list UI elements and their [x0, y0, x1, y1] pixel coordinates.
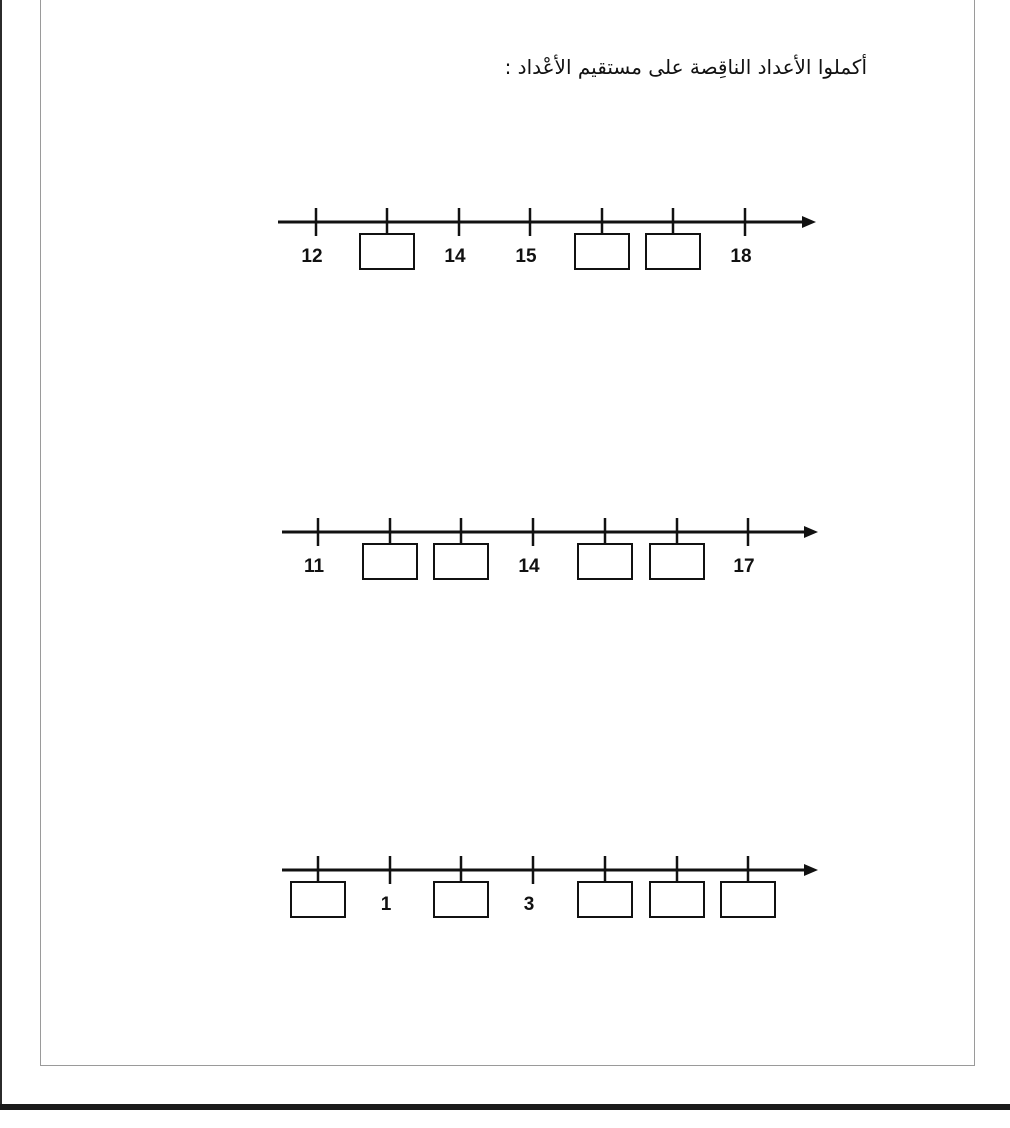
axis-arrow: [804, 526, 818, 538]
axis-arrow: [804, 864, 818, 876]
answer-box[interactable]: [650, 882, 704, 917]
answer-box[interactable]: [360, 234, 414, 269]
number-line-3: [0, 828, 1010, 1128]
answer-box[interactable]: [434, 544, 488, 579]
answer-box[interactable]: [578, 882, 632, 917]
instruction-text: أكملوا الأعداد الناقِصة على مستقيم الأعْداد :: [504, 55, 867, 79]
tick-label: 14: [444, 246, 466, 267]
number-line-1: [0, 180, 1010, 480]
answer-box[interactable]: [650, 544, 704, 579]
tick-label: 11: [303, 556, 325, 577]
tick-label: 15: [515, 246, 537, 267]
answer-box[interactable]: [646, 234, 700, 269]
answer-box[interactable]: [434, 882, 488, 917]
tick-label: 18: [730, 246, 752, 267]
answer-box[interactable]: [575, 234, 629, 269]
tick-label: 14: [518, 556, 540, 577]
answer-box[interactable]: [363, 544, 417, 579]
tick-label: 17: [733, 556, 755, 577]
answer-box[interactable]: [578, 544, 632, 579]
answer-box[interactable]: [721, 882, 775, 917]
tick-label: 3: [523, 894, 535, 915]
tick-label: 12: [301, 246, 323, 267]
answer-box[interactable]: [291, 882, 345, 917]
tick-label: 1: [380, 894, 392, 915]
axis-arrow: [802, 216, 816, 228]
page-bottom-band: [0, 1104, 1010, 1110]
number-line-2: [0, 490, 1010, 790]
